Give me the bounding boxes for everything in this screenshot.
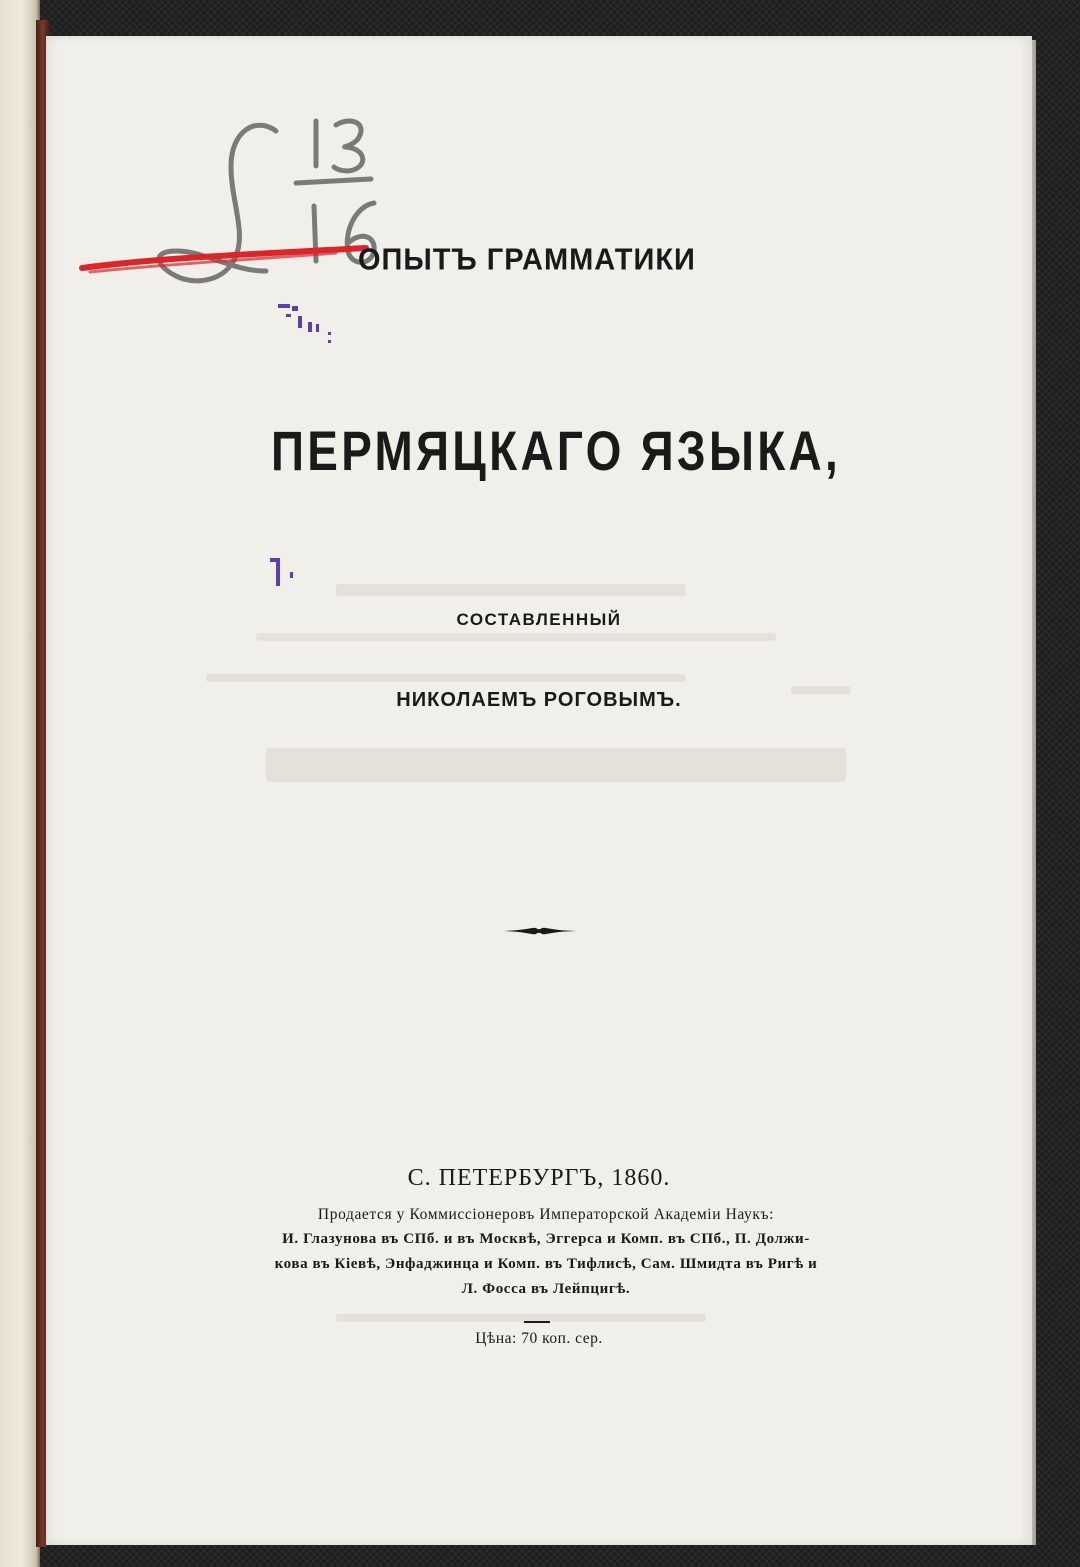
composed-by-line: СОСТАВЛЕННЫЙ bbox=[456, 610, 622, 629]
sale-line: кова въ Кіевѣ, Энфаджинца и Комп. въ Тифлисѣ, Сам. Шмидта въ Ригѣ и bbox=[274, 1256, 818, 1272]
ornament-divider bbox=[496, 924, 582, 938]
sale-line: Продается у Коммиссіонеровъ Императорской Академіи Наукъ: bbox=[317, 1206, 775, 1223]
stamp-fragment bbox=[278, 304, 348, 354]
facing-page-edge bbox=[0, 0, 40, 1567]
sale-line: И. Глазунова въ СПб. и въ Москвѣ, Эггерса и Комп. въ СПб., П. Должи- bbox=[282, 1231, 810, 1247]
short-rule bbox=[524, 1321, 550, 1323]
imprint-place-year: С. ПЕТЕРБУРГЪ, 1860. bbox=[407, 1165, 671, 1191]
book-title: ПЕРМЯЦКАГО ЯЗЫКА, bbox=[270, 419, 841, 482]
stamp-fragment-small bbox=[270, 558, 300, 598]
series-title: ОПЫТЪ ГРАММАТИКИ bbox=[358, 243, 696, 277]
author-name: НИКОЛАЕМЪ РОГОВЫМЪ. bbox=[396, 689, 682, 711]
pencil-shelfmark bbox=[136, 111, 436, 321]
sale-line: Л. Фосса въ Лейпцигѣ. bbox=[461, 1281, 631, 1297]
title-page bbox=[46, 36, 1032, 1545]
price-line: Цѣна: 70 коп. сер. bbox=[475, 1330, 603, 1347]
